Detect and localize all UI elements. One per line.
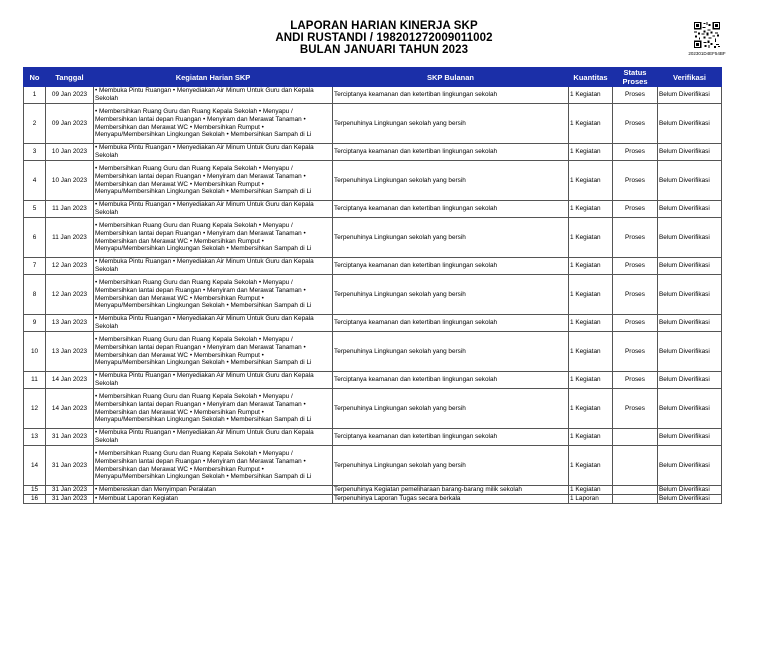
cell-kegiatan: • Membersihkan Ruang Guru dan Ruang Kepala Sekolah • Menyapu / Membersihkan lantai depan Ruangan • Menyiram dan Merawat Tanaman • Membersihkan dan Merawat WC • Membersihkan Rumput • Menyapu/Membersihkan Lingkungan Sekolah • Membersihkan Sampah di Li xyxy=(94,389,333,429)
cell-skp: Terpenuhinya Kegiatan pemeliharaan barang-barang milik sekolah xyxy=(333,486,569,495)
cell-skp: Terpenuhinya Lingkungan sekolah yang bersih xyxy=(333,275,569,315)
cell-status: Proses xyxy=(613,315,658,332)
cell-kuantitas: 1 Kegiatan xyxy=(569,161,613,201)
table-row xyxy=(24,429,722,446)
cell-tanggal: 11 Jan 2023 xyxy=(46,201,94,218)
cell-kuantitas: 1 Kegiatan xyxy=(569,372,613,389)
table-row xyxy=(24,275,722,315)
cell-skp: Terciptanya keamanan dan ketertiban lingkungan sekolah xyxy=(333,315,569,332)
cell-no: 1 xyxy=(24,87,46,104)
cell-status: Proses xyxy=(613,332,658,372)
table-row xyxy=(24,87,722,104)
cell-status xyxy=(613,495,658,504)
cell-status: Proses xyxy=(613,161,658,201)
cell-no: 3 xyxy=(24,144,46,161)
cell-kuantitas: 1 Kegiatan xyxy=(569,144,613,161)
cell-kuantitas: 1 Kegiatan xyxy=(569,332,613,372)
table-row xyxy=(24,446,722,486)
cell-status: Proses xyxy=(613,258,658,275)
cell-verifikasi: Belum Diverifikasi xyxy=(658,446,722,486)
cell-kegiatan: • Membuka Pintu Ruangan • Menyediakan Air Minum Untuk Guru dan Kepala Sekolah xyxy=(94,315,333,332)
cell-verifikasi: Belum Diverifikasi xyxy=(658,161,722,201)
table-row xyxy=(24,389,722,429)
cell-skp: Terpenuhinya Lingkungan sekolah yang bersih xyxy=(333,218,569,258)
cell-tanggal: 14 Jan 2023 xyxy=(46,372,94,389)
cell-verifikasi: Belum Diverifikasi xyxy=(658,218,722,258)
table-row xyxy=(24,144,722,161)
table-row xyxy=(24,104,722,144)
cell-no: 14 xyxy=(24,446,46,486)
cell-tanggal: 10 Jan 2023 xyxy=(46,161,94,201)
report-period: BULAN JANUARI TAHUN 2023 xyxy=(299,44,469,56)
qr-code-label: 202301D4EF54BF xyxy=(688,51,726,56)
column-header-tanggal: Tanggal xyxy=(46,68,94,87)
report-title: LAPORAN HARIAN KINERJA SKP xyxy=(290,20,478,32)
cell-kuantitas: 1 Laporan xyxy=(569,495,613,504)
cell-kegiatan: • Membuka Pintu Ruangan • Menyediakan Air Minum Untuk Guru dan Kepala Sekolah xyxy=(94,144,333,161)
cell-status: Proses xyxy=(613,389,658,429)
cell-kuantitas: 1 Kegiatan xyxy=(569,315,613,332)
employee-name-nip: ANDI RUSTANDI / 198201272009011002 xyxy=(275,32,493,44)
cell-tanggal: 14 Jan 2023 xyxy=(46,389,94,429)
cell-status: Proses xyxy=(613,218,658,258)
cell-kegiatan: • Membersihkan Ruang Guru dan Ruang Kepala Sekolah • Menyapu / Membersihkan lantai depan Ruangan • Menyiram dan Merawat Tanaman • Membersihkan dan Merawat WC • Membersihkan Rumput • Menyapu/Membersihkan Lingkungan Sekolah • Membersihkan Sampah di Li xyxy=(94,218,333,258)
cell-no: 6 xyxy=(24,218,46,258)
cell-tanggal: 09 Jan 2023 xyxy=(46,104,94,144)
cell-tanggal: 31 Jan 2023 xyxy=(46,446,94,486)
cell-no: 15 xyxy=(24,486,46,495)
cell-kuantitas: 1 Kegiatan xyxy=(569,87,613,104)
kinerja-table xyxy=(23,67,722,504)
cell-no: 5 xyxy=(24,201,46,218)
cell-no: 10 xyxy=(24,332,46,372)
cell-no: 7 xyxy=(24,258,46,275)
cell-kegiatan: • Membersihkan Ruang Guru dan Ruang Kepala Sekolah • Menyapu / Membersihkan lantai depan Ruangan • Menyiram dan Merawat Tanaman • Membersihkan dan Merawat WC • Membersihkan Rumput • Menyapu/Membersihkan Lingkungan Sekolah • Membersihkan Sampah di Li xyxy=(94,161,333,201)
cell-skp: Terciptanya keamanan dan ketertiban lingkungan sekolah xyxy=(333,87,569,104)
cell-verifikasi: Belum Diverifikasi xyxy=(658,389,722,429)
cell-verifikasi: Belum Diverifikasi xyxy=(658,144,722,161)
cell-verifikasi: Belum Diverifikasi xyxy=(658,372,722,389)
cell-verifikasi: Belum Diverifikasi xyxy=(658,201,722,218)
cell-no: 9 xyxy=(24,315,46,332)
cell-skp: Terpenuhinya Lingkungan sekolah yang bersih xyxy=(333,446,569,486)
cell-tanggal: 10 Jan 2023 xyxy=(46,144,94,161)
table-row xyxy=(24,161,722,201)
cell-kuantitas: 1 Kegiatan xyxy=(569,389,613,429)
cell-skp: Terciptanya keamanan dan ketertiban lingkungan sekolah xyxy=(333,258,569,275)
cell-verifikasi: Belum Diverifikasi xyxy=(658,258,722,275)
cell-kuantitas: 1 Kegiatan xyxy=(569,201,613,218)
cell-kuantitas: 1 Kegiatan xyxy=(569,446,613,486)
cell-kegiatan: • Membersihkan Ruang Guru dan Ruang Kepala Sekolah • Menyapu / Membersihkan lantai depan Ruangan • Menyiram dan Merawat Tanaman • Membersihkan dan Merawat WC • Membersihkan Rumput • Menyapu/Membersihkan Lingkungan Sekolah • Membersihkan Sampah di Li xyxy=(94,332,333,372)
table-row xyxy=(24,218,722,258)
cell-tanggal: 11 Jan 2023 xyxy=(46,218,94,258)
cell-status: Proses xyxy=(613,275,658,315)
cell-no: 8 xyxy=(24,275,46,315)
cell-skp: Terciptanya keamanan dan ketertiban lingkungan sekolah xyxy=(333,372,569,389)
cell-status xyxy=(613,486,658,495)
cell-tanggal: 13 Jan 2023 xyxy=(46,332,94,372)
cell-no: 11 xyxy=(24,372,46,389)
cell-verifikasi: Belum Diverifikasi xyxy=(658,429,722,446)
cell-status: Proses xyxy=(613,144,658,161)
cell-status xyxy=(613,429,658,446)
cell-kuantitas: 1 Kegiatan xyxy=(569,486,613,495)
cell-skp: Terpenuhinya Lingkungan sekolah yang bersih xyxy=(333,104,569,144)
cell-skp: Terciptanya keamanan dan ketertiban lingkungan sekolah xyxy=(333,429,569,446)
cell-status: Proses xyxy=(613,201,658,218)
cell-kegiatan: • Membuka Pintu Ruangan • Menyediakan Air Minum Untuk Guru dan Kepala Sekolah xyxy=(94,372,333,389)
cell-kuantitas: 1 Kegiatan xyxy=(569,104,613,144)
column-header-status: Status Proses xyxy=(613,68,658,87)
table-row xyxy=(24,372,722,389)
table-row xyxy=(24,495,722,504)
cell-kuantitas: 1 Kegiatan xyxy=(569,429,613,446)
cell-no: 16 xyxy=(24,495,46,504)
table-row xyxy=(24,201,722,218)
column-header-verifikasi: Verifikasi xyxy=(658,68,722,87)
cell-kuantitas: 1 Kegiatan xyxy=(569,258,613,275)
cell-skp: Terpenuhinya Laporan Tugas secara berkala xyxy=(333,495,569,504)
cell-kegiatan: • Membuka Pintu Ruangan • Menyediakan Air Minum Untuk Guru dan Kepala Sekolah xyxy=(94,429,333,446)
cell-verifikasi: Belum Diverifikasi xyxy=(658,332,722,372)
cell-no: 4 xyxy=(24,161,46,201)
table-row xyxy=(24,258,722,275)
cell-tanggal: 31 Jan 2023 xyxy=(46,495,94,504)
cell-verifikasi: Belum Diverifikasi xyxy=(658,495,722,504)
cell-skp: Terpenuhinya Lingkungan sekolah yang bersih xyxy=(333,332,569,372)
table-row xyxy=(24,332,722,372)
cell-tanggal: 13 Jan 2023 xyxy=(46,315,94,332)
cell-no: 2 xyxy=(24,104,46,144)
cell-skp: Terciptanya keamanan dan ketertiban lingkungan sekolah xyxy=(333,201,569,218)
cell-status: Proses xyxy=(613,372,658,389)
table-header-row xyxy=(24,68,722,87)
cell-tanggal: 31 Jan 2023 xyxy=(46,486,94,495)
cell-skp: Terciptanya keamanan dan ketertiban lingkungan sekolah xyxy=(333,144,569,161)
cell-kuantitas: 1 Kegiatan xyxy=(569,275,613,315)
cell-kuantitas: 1 Kegiatan xyxy=(569,218,613,258)
qr-code-icon xyxy=(694,22,720,48)
cell-tanggal: 12 Jan 2023 xyxy=(46,258,94,275)
cell-status: Proses xyxy=(613,87,658,104)
cell-kegiatan: • Membereskan dan Menyimpan Peralatan xyxy=(94,486,333,495)
cell-tanggal: 31 Jan 2023 xyxy=(46,429,94,446)
cell-no: 12 xyxy=(24,389,46,429)
cell-kegiatan: • Membersihkan Ruang Guru dan Ruang Kepala Sekolah • Menyapu / Membersihkan lantai depan Ruangan • Menyiram dan Merawat Tanaman • Membersihkan dan Merawat WC • Membersihkan Rumput • Menyapu/Membersihkan Lingkungan Sekolah • Membersihkan Sampah di Li xyxy=(94,275,333,315)
table-row xyxy=(24,486,722,495)
cell-no: 13 xyxy=(24,429,46,446)
cell-status xyxy=(613,446,658,486)
cell-status: Proses xyxy=(613,104,658,144)
cell-kegiatan: • Membuka Pintu Ruangan • Menyediakan Air Minum Untuk Guru dan Kepala Sekolah xyxy=(94,87,333,104)
cell-verifikasi: Belum Diverifikasi xyxy=(658,315,722,332)
cell-kegiatan: • Membuka Pintu Ruangan • Menyediakan Air Minum Untuk Guru dan Kepala Sekolah xyxy=(94,201,333,218)
cell-kegiatan: • Membersihkan Ruang Guru dan Ruang Kepala Sekolah • Menyapu / Membersihkan lantai depan Ruangan • Menyiram dan Merawat Tanaman • Membersihkan dan Merawat WC • Membersihkan Rumput • Menyapu/Membersihkan Lingkungan Sekolah • Membersihkan Sampah di Li xyxy=(94,104,333,144)
column-header-kegiatan: Kegiatan Harian SKP xyxy=(94,68,333,87)
cell-verifikasi: Belum Diverifikasi xyxy=(658,486,722,495)
cell-tanggal: 09 Jan 2023 xyxy=(46,87,94,104)
cell-skp: Terpenuhinya Lingkungan sekolah yang bersih xyxy=(333,389,569,429)
column-header-skp: SKP Bulanan xyxy=(333,68,569,87)
cell-verifikasi: Belum Diverifikasi xyxy=(658,104,722,144)
cell-tanggal: 12 Jan 2023 xyxy=(46,275,94,315)
column-header-no: No xyxy=(24,68,46,87)
column-header-kuantitas: Kuantitas xyxy=(569,68,613,87)
cell-verifikasi: Belum Diverifikasi xyxy=(658,87,722,104)
cell-skp: Terpenuhinya Lingkungan sekolah yang bersih xyxy=(333,161,569,201)
cell-kegiatan: • Membuka Pintu Ruangan • Menyediakan Air Minum Untuk Guru dan Kepala Sekolah xyxy=(94,258,333,275)
cell-kegiatan: • Membuat Laporan Kegiatan xyxy=(94,495,333,504)
report-header xyxy=(0,20,768,56)
cell-kegiatan: • Membersihkan Ruang Guru dan Ruang Kepala Sekolah • Menyapu / Membersihkan lantai depan Ruangan • Menyiram dan Merawat Tanaman • Membersihkan dan Merawat WC • Membersihkan Rumput • Menyapu/Membersihkan Lingkungan Sekolah • Membersihkan Sampah di Li xyxy=(94,446,333,486)
cell-verifikasi: Belum Diverifikasi xyxy=(658,275,722,315)
table-row xyxy=(24,315,722,332)
